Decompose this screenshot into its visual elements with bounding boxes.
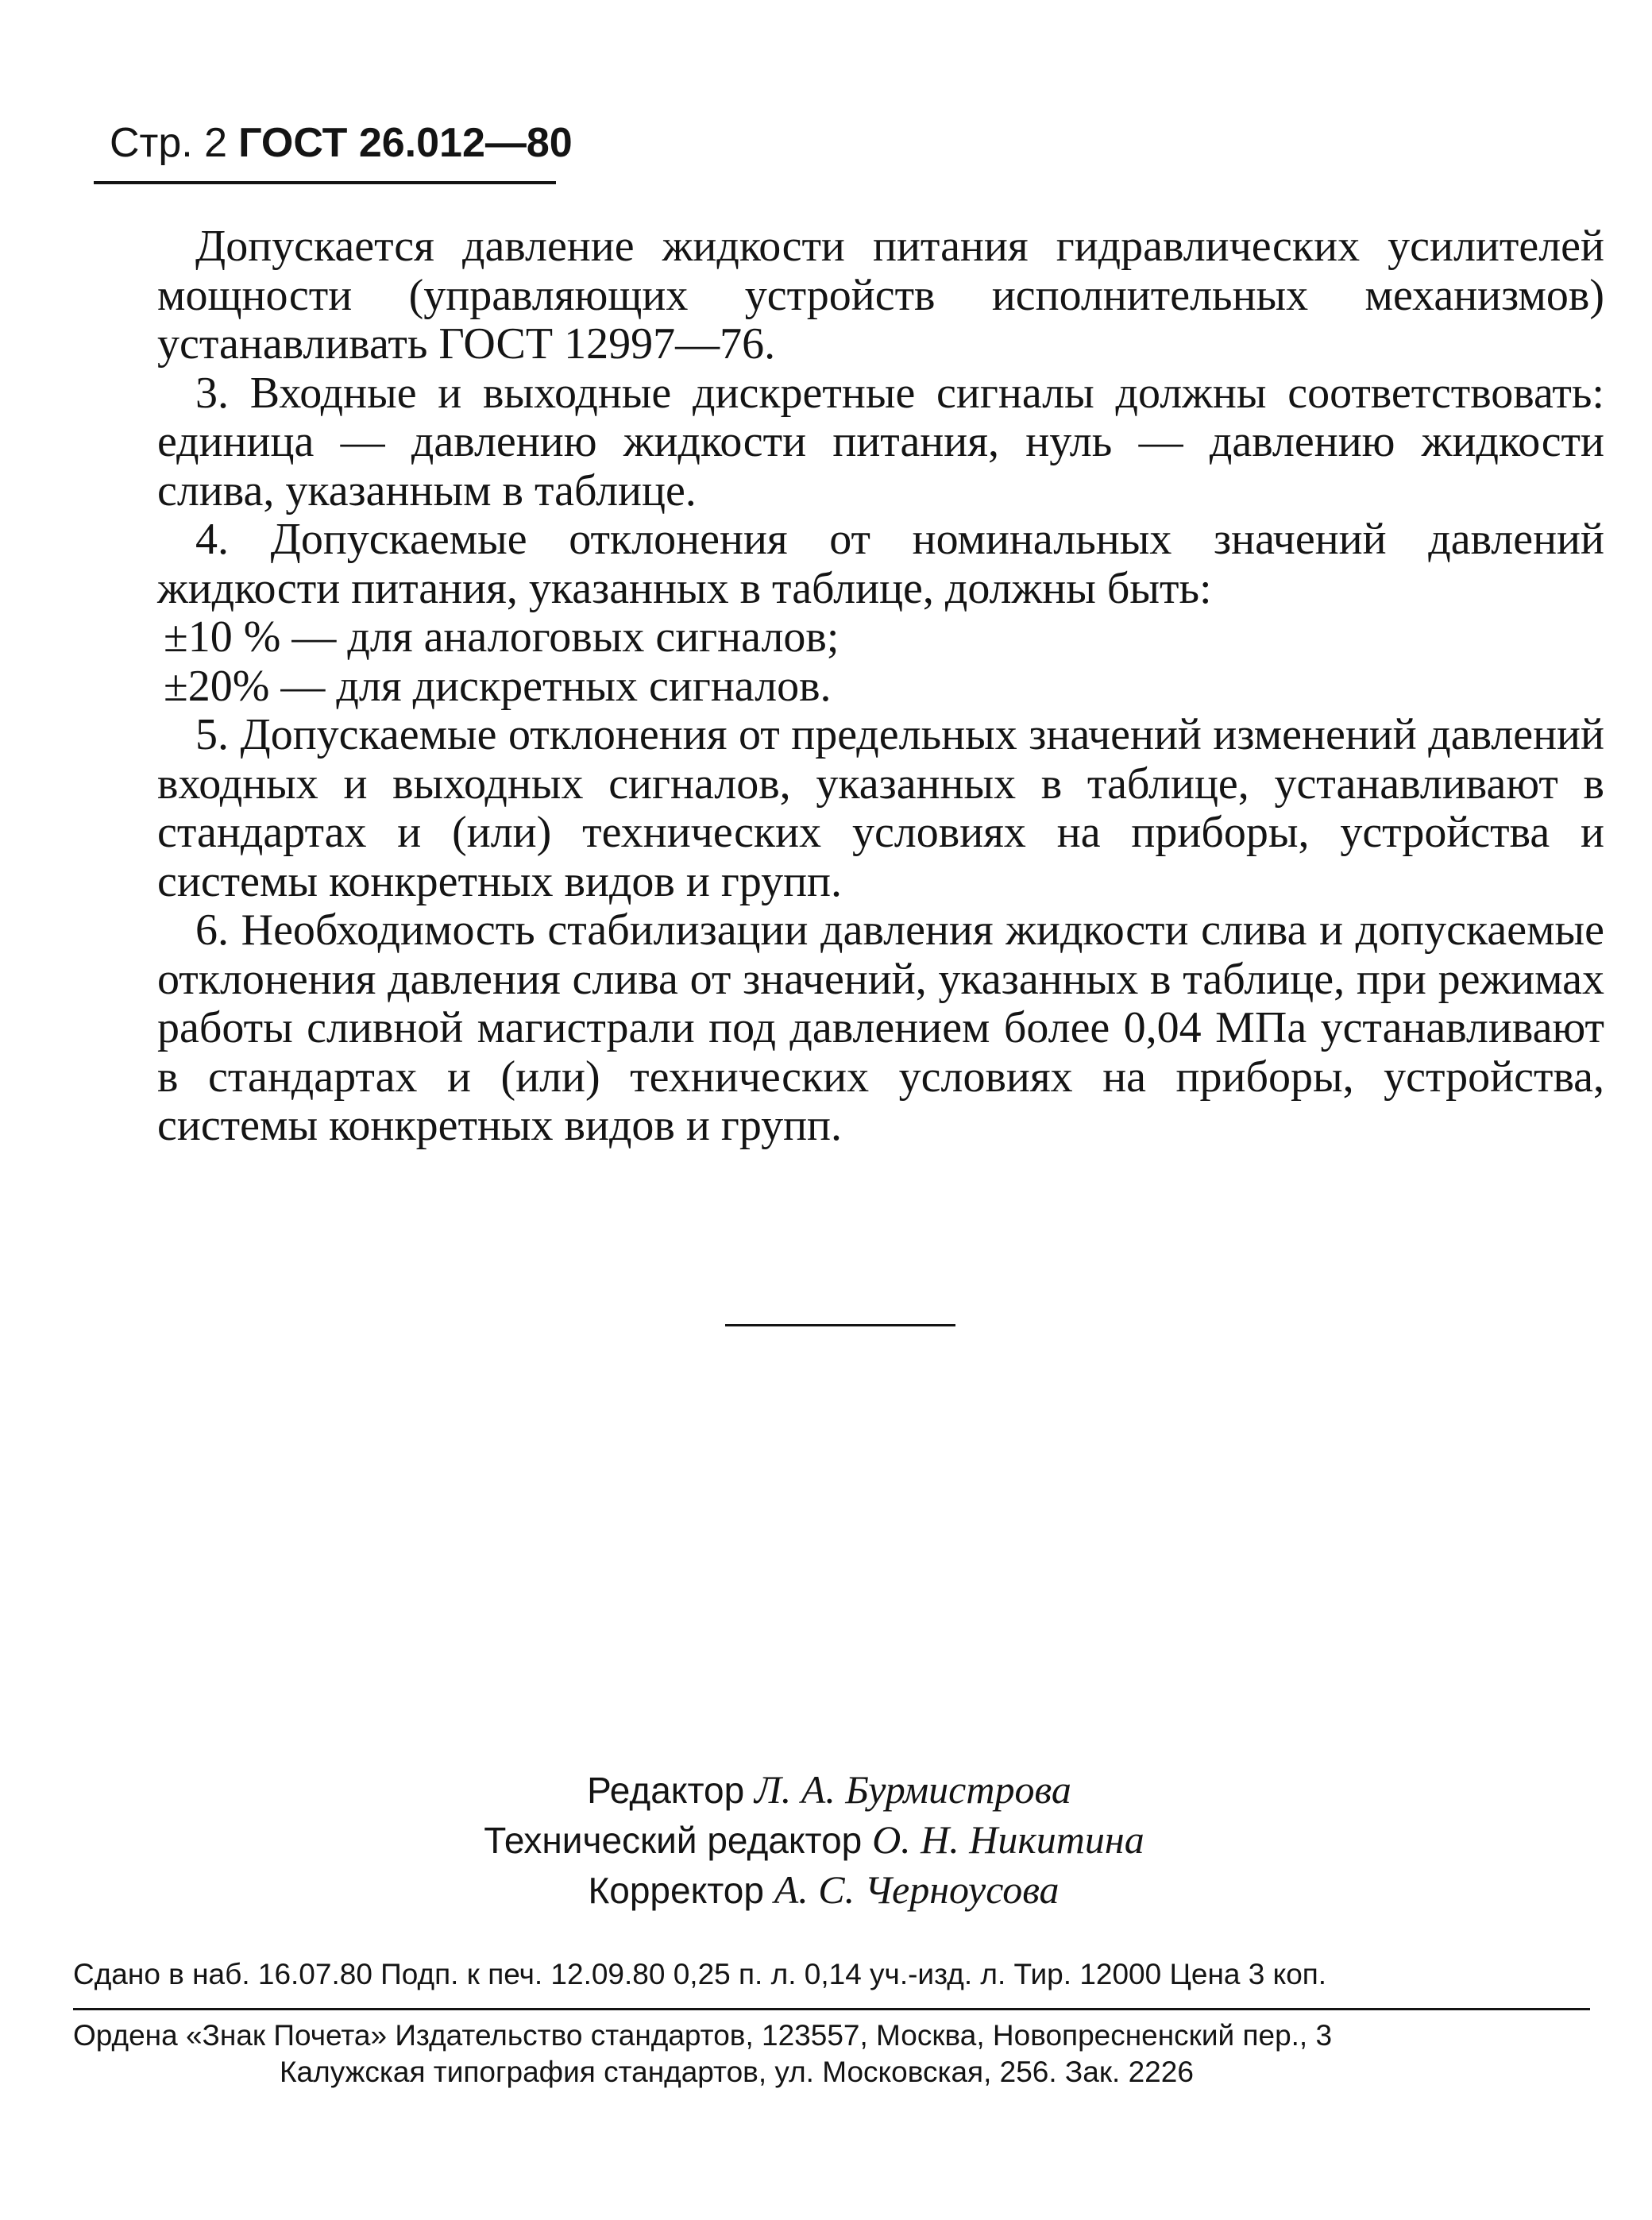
paragraph-5: 5. Допускаемые отклонения от предельных значений изменений давлений входных и выходных сигналов, указанных в таблице, устанавливают в стандартах и (или) технических условиях на приборы, устройства и системы конкретных видов и групп. <box>157 710 1604 906</box>
page-number: Стр. 2 <box>110 120 228 166</box>
credit-corrector <box>0 1865 1652 1915</box>
tolerance-analog: ±10 % — для аналоговых сигналов; <box>164 612 840 662</box>
editor-role: Редактор <box>587 1770 745 1811</box>
imprint-print-data: Сдано в наб. 16.07.80 Подп. к печ. 12.09.80 0,25 п. л. 0,14 уч.-изд. л. Тир. 12000 Цена 3 коп. <box>73 1958 1327 1990</box>
tech-editor-name: О. Н. Никитина <box>872 1817 1144 1862</box>
section-separator <box>725 1324 955 1326</box>
tolerance-discrete: ±20% — для дискретных сигналов. <box>164 661 832 711</box>
corrector-name: А. С. Черноусова <box>774 1867 1060 1912</box>
tech-editor-role: Технический редактор <box>484 1820 863 1861</box>
header-underline <box>94 181 556 184</box>
printing-house-line: Калужская типография стандартов, ул. Московская, 256. Зак. 2226 <box>280 2056 1194 2088</box>
paragraph-6: 6. Необходимость стабилизации давления жидкости слива и допускаемые отклонения давления слива от значений, указанных в таблице, при режимах работы сливной магистрали под давлением более 0,04 МПа устанавливают в стандартах и (или) технических условиях на приборы, устройства, системы конкретных видов и групп. <box>157 905 1604 1150</box>
publisher-line: Ордена «Знак Почета» Издательство стандартов, 123557, Москва, Новопресненский пер., 3 <box>73 2019 1333 2052</box>
paragraph-4: 4. Допускаемые отклонения от номинальных значений давлений жидкости питания, указанных в таблице, должны быть: <box>157 515 1604 613</box>
page-header <box>110 119 573 167</box>
credits-block <box>0 1765 1652 1915</box>
credit-tech-editor <box>0 1815 1652 1865</box>
editor-name: Л. А. Бурмистрова <box>754 1767 1071 1812</box>
paragraph-3: 3. Входные и выходные дискретные сигналы должны соответствовать: единица — давлению жидкости питания, нуль — давлению жидкости слива, указанным в таблице. <box>157 368 1604 515</box>
standard-number: ГОСТ 26.012—80 <box>238 120 573 166</box>
paragraph-supply-pressure: Допускается давление жидкости питания гидравлических усилителей мощности (управляющих устройств исполнительных механизмов) устанавливать ГОСТ 12997—76. <box>157 222 1604 369</box>
credit-editor <box>6 1765 1652 1815</box>
corrector-role: Корректор <box>588 1870 764 1911</box>
body-text <box>157 222 1604 1151</box>
imprint-divider <box>73 2008 1590 2010</box>
imprint-publisher <box>73 2017 1630 2091</box>
